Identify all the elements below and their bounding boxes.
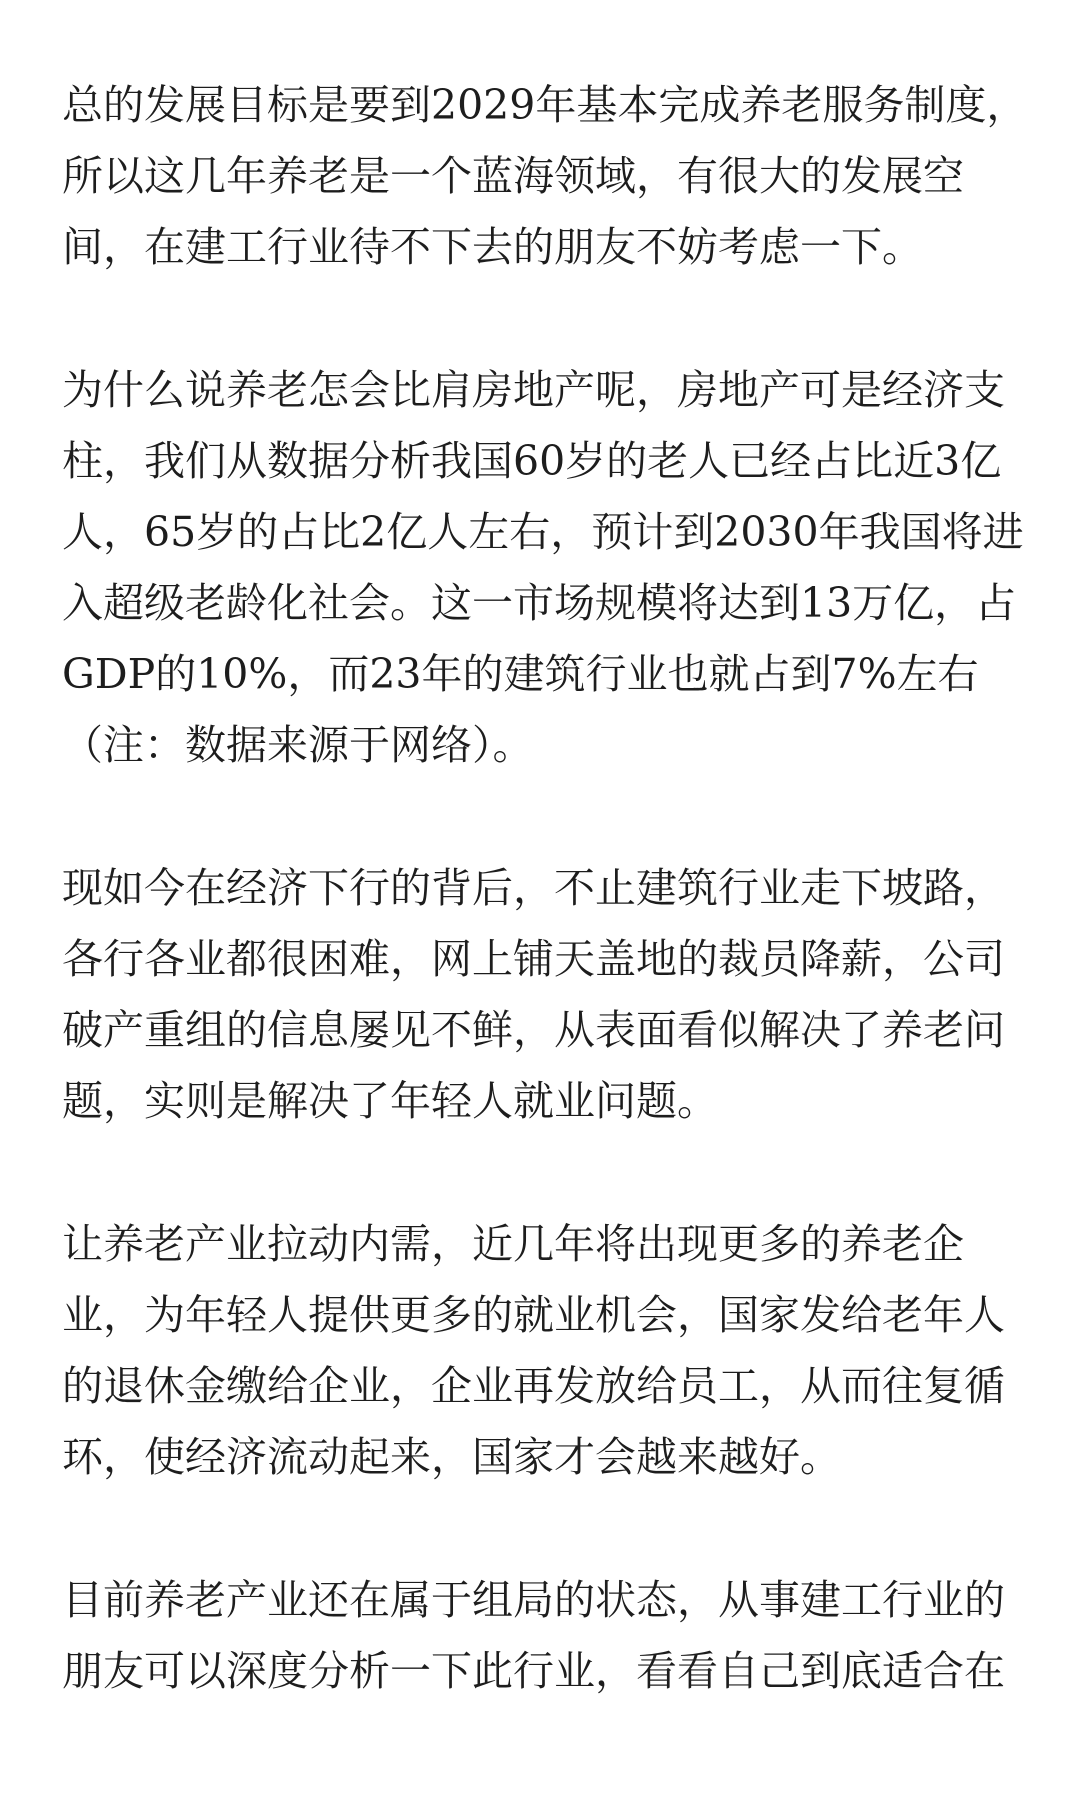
paragraph-5 — [62, 1565, 1020, 1707]
paragraph-line: 柱，我们从数据分析我国60岁的老人已经占比近3亿 — [62, 437, 1002, 485]
paragraph-line: 环，使经济流动起来，国家才会越来越好。 — [62, 1433, 841, 1481]
paragraph-line: 题，实则是解决了年轻人就业问题。 — [62, 1077, 718, 1125]
paragraph-line: 总的发展目标是要到2029年基本完成养老服务制度， — [62, 81, 1028, 129]
paragraph-line: 各行各业都很困难，网上铺天盖地的裁员降薪，公司 — [62, 935, 1005, 983]
paragraph-1 — [62, 70, 1028, 283]
paragraph-line: 让养老产业拉动内需，近几年将出现更多的养老企 — [62, 1220, 964, 1268]
paragraph-line: 朋友可以深度分析一下此行业，看看自己到底适合在 — [62, 1647, 1005, 1695]
paragraph-2 — [62, 355, 1024, 781]
paragraph-3 — [62, 853, 1020, 1137]
paragraph-line: 所以这几年养老是一个蓝海领域，有很大的发展空 — [62, 152, 964, 200]
paragraph-line: 入超级老龄化社会。这一市场规模将达到13万亿，占 — [62, 579, 1017, 627]
paragraph-line: 业，为年轻人提供更多的就业机会，国家发给老年人 — [62, 1291, 1005, 1339]
paragraph-line: 人，65岁的占比2亿人左右，预计到2030年我国将进 — [62, 508, 1024, 556]
paragraph-line: GDP的10%，而23年的建筑行业也就占到7%左右 — [62, 650, 979, 698]
paragraph-line: 现如今在经济下行的背后，不止建筑行业走下坡路， — [62, 864, 1005, 912]
paragraph-4 — [62, 1209, 1020, 1493]
paragraph-line: （注：数据来源于网络）。 — [62, 721, 534, 769]
paragraph-line: 间，在建工行业待不下去的朋友不妨考虑一下。 — [62, 223, 923, 271]
paragraph-line: 为什么说养老怎会比肩房地产呢，房地产可是经济支 — [62, 366, 1005, 414]
paragraph-line: 的退休金缴给企业，企业再发放给员工，从而往复循 — [62, 1362, 1005, 1410]
paragraph-line: 破产重组的信息屡见不鲜，从表面看似解决了养老问 — [62, 1006, 1005, 1054]
paragraph-line: 目前养老产业还在属于组局的状态，从事建工行业的 — [62, 1576, 1005, 1624]
